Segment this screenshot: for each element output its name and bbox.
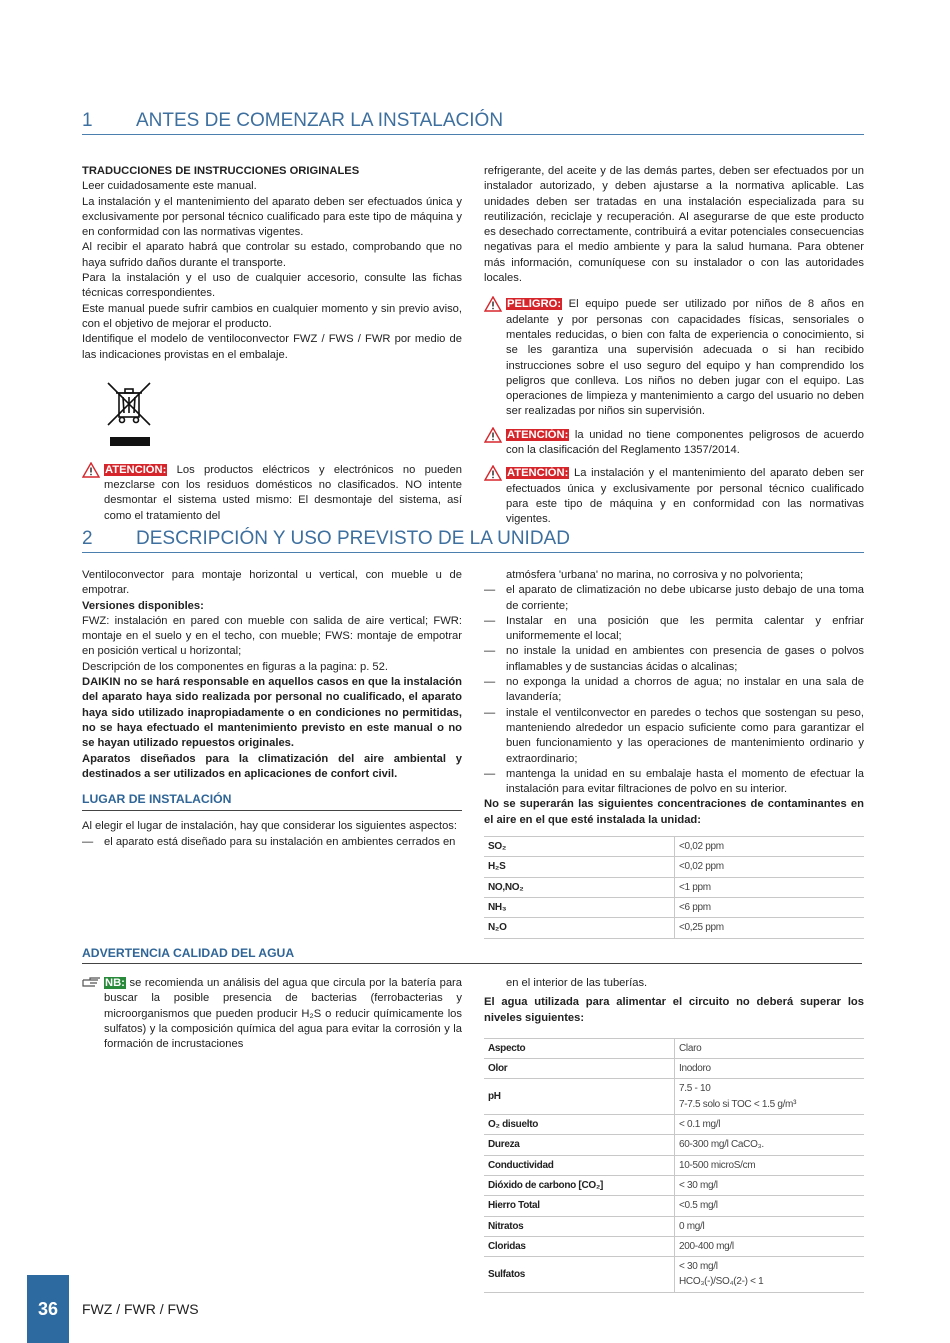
value-line: < 30 mg/l xyxy=(679,1179,718,1191)
table-row xyxy=(484,1196,864,1216)
table-row xyxy=(484,1079,864,1115)
table-row xyxy=(484,897,864,917)
row-value xyxy=(675,857,865,877)
value-line: <0,02 ppm xyxy=(679,841,724,853)
section-2-right-column xyxy=(484,568,864,939)
value-line: Inodoro xyxy=(679,1063,711,1075)
paragraph: FWZ: instalación en pared con mueble con salida de aire vertical; FWR: montaje en el suelo y en el techo, con mueble; FWS: montaje de empotrar en posición vertical u horizontal; xyxy=(82,614,462,658)
list-item-text: no instale la unidad en ambientes con presencia de gases o polvos inflamables y de sustancias ácidas o alcalinas; xyxy=(506,645,864,673)
warning-notice xyxy=(484,428,864,459)
row-value xyxy=(675,837,865,857)
list-item xyxy=(484,706,864,767)
section-title-text: DESCRIPCIÓN Y USO PREVISTO DE LA UNIDAD xyxy=(136,528,570,549)
row-key: Dureza xyxy=(484,1135,675,1155)
install-intro: Al elegir el lugar de instalación, hay que considerar los siguientes aspectos: xyxy=(82,820,457,833)
table-row xyxy=(484,837,864,857)
row-value xyxy=(675,1155,865,1175)
table-row xyxy=(484,1115,864,1135)
nb-text: se recomienda un análisis del agua que circula por la batería para buscar la posible presencia de bacterias (ferrobacterias y microorganismos que pueden producir H₂S o reducir químicamente los sulfatos) y la composición química del agua para evitar la corrosión y la formación de incrustaciones xyxy=(104,977,462,1051)
warning-notice xyxy=(484,466,864,527)
warning-tag: ATENCIÓN: xyxy=(507,467,569,480)
table-row xyxy=(484,1038,864,1058)
section-2-left-column xyxy=(82,568,462,850)
list-item xyxy=(484,767,864,798)
list-item-text: no exponga la unidad a chorros de agua; no instalar en una sala de lavandería; xyxy=(506,676,864,704)
list-item-text: el aparato está diseñado para su instalación en ambientes cerrados en xyxy=(104,835,456,848)
paragraph: Al recibir el aparato habrá que controlar su estado, comprobando que no haya sufrido daños durante el transporte. xyxy=(82,241,462,269)
dash-bullet: — xyxy=(484,767,496,780)
warning-tag: PELIGRO: xyxy=(507,298,562,311)
row-key: Hierro Total xyxy=(484,1196,675,1216)
row-value xyxy=(675,1135,865,1155)
table-row xyxy=(484,1257,864,1293)
page-number-box xyxy=(27,1275,69,1343)
warning-triangle-icon xyxy=(484,297,506,313)
row-value xyxy=(675,918,865,938)
table-row xyxy=(484,1175,864,1195)
warning-list xyxy=(484,297,864,527)
value-line: 60-300 mg/l CaCO₃. xyxy=(679,1139,764,1151)
paragraph: Identifique el modelo de ventiloconvector FWZ / FWS / FWR por medio de las indicaciones provistas en el embalaje. xyxy=(82,333,462,361)
water-right-column xyxy=(484,976,864,1293)
row-key: Nitratos xyxy=(484,1216,675,1236)
section-number: 1 xyxy=(82,110,93,131)
footer-model: FWZ / FWR / FWS xyxy=(82,1301,199,1317)
contaminants-table xyxy=(484,836,864,938)
row-key: N₂O xyxy=(484,918,675,938)
dash-bullet: — xyxy=(484,706,496,719)
description-paragraphs xyxy=(82,568,462,782)
row-value xyxy=(675,1257,865,1293)
row-key: H₂S xyxy=(484,857,675,877)
paragraph: Para la instalación y el uso de cualquier accesorio, consulte las fichas técnicas correspondientes. xyxy=(82,272,462,300)
value-line: < 30 mg/l xyxy=(679,1261,718,1273)
paragraph: Aparatos diseñados para la climatización del aire ambiental y destinados a ser utilizados en aplicaciones de confort civil. xyxy=(82,752,462,780)
table-row xyxy=(484,1135,864,1155)
list-item xyxy=(82,835,462,850)
value-line: <6 ppm xyxy=(679,901,711,913)
warning-triangle-icon xyxy=(82,463,104,479)
install-dash-list-continued xyxy=(484,583,864,797)
row-value xyxy=(675,1175,865,1195)
crossed-out-bin-icon xyxy=(104,438,154,450)
paragraph: Este manual puede sufrir cambios en cualquier momento y sin previo aviso, con el objetivo de mejorar el producto. xyxy=(82,302,462,330)
value-line-2: 7-7.5 solo si TOC < 1.5 g/m³ xyxy=(679,1098,797,1110)
paragraph: Leer cuidadosamente este manual. xyxy=(82,180,257,193)
row-key: O₂ disuelto xyxy=(484,1115,675,1135)
warning-body xyxy=(506,466,864,527)
dash-bullet: — xyxy=(484,676,496,689)
nb-note xyxy=(82,976,462,1052)
install-dash-list xyxy=(82,835,462,850)
list-item-text: mantenga la unidad en su embalaje hasta el momento de efectuar la instalación para evitar filtraciones de polvo en su interior. xyxy=(506,767,864,796)
paragraph: Versiones disponibles: xyxy=(82,599,204,612)
value-line: <0,02 ppm xyxy=(679,861,724,873)
list-item-text: el aparato de climatización no debe ubicarse justo debajo de una toma de corriente; xyxy=(506,584,864,612)
row-value xyxy=(675,1059,865,1079)
row-key: SO₂ xyxy=(484,837,675,857)
warning-body xyxy=(506,428,864,459)
dash-bullet: — xyxy=(484,584,496,597)
table-row xyxy=(484,877,864,897)
table-row xyxy=(484,1059,864,1079)
table-row xyxy=(484,857,864,877)
value-line: <1 ppm xyxy=(679,881,711,893)
row-value xyxy=(675,1079,865,1115)
row-value xyxy=(675,1038,865,1058)
table-row xyxy=(484,1155,864,1175)
table-row xyxy=(484,1236,864,1256)
atencion-tag: ATENCIÓN: xyxy=(105,463,167,476)
table-row xyxy=(484,1216,864,1236)
value-line: 10-500 microS/cm xyxy=(679,1159,756,1171)
row-value xyxy=(675,1115,865,1135)
row-key: Aspecto xyxy=(484,1038,675,1058)
row-key: Dióxido de carbono [CO₂] xyxy=(484,1175,675,1195)
row-value xyxy=(675,1216,865,1236)
row-key: NO,NO₂ xyxy=(484,877,675,897)
section-2-title xyxy=(82,528,864,553)
paragraph: TRADUCCIONES DE INSTRUCCIONES ORIGINALES xyxy=(82,165,360,177)
list-item-text: instale el ventilconvector en paredes o techos que sostengan su peso, manteniendo alrededor un espacio suficiente como para garantizar el buen funcionamiento y las operaciones de mantenimiento ordinario y extraordinario; xyxy=(506,706,864,765)
list-item xyxy=(484,583,864,614)
page-number: 36 xyxy=(37,1299,59,1319)
water-quality-heading: ADVERTENCIA CALIDAD DEL AGUA xyxy=(82,946,862,964)
warning-text: La instalación y el mantenimiento del aparato deben ser efectuados única y exclusivamente por personal técnico cualificado para este tipo de máquina y en conformidad con las normativas vigentes. xyxy=(506,467,864,526)
row-value xyxy=(675,1196,865,1216)
section-number: 2 xyxy=(82,528,93,549)
row-key: Cloridas xyxy=(484,1236,675,1256)
section-1-title xyxy=(82,110,864,135)
paragraph: DAIKIN no se hará responsable en aquellos casos en que la instalación del aparato haya sido realizada por personal no cualificado, el aparato haya sido utilizado inapropiadamente o en condiciones no permitidas, no se haya efectuado el mantenimiento previsto en este manual o no se hayan utilizado repuestos originales. xyxy=(82,676,462,750)
section-1-right-column xyxy=(484,164,864,528)
warning-triangle-icon xyxy=(484,466,506,482)
disposal-paragraph: refrigerante, del aceite y de las demás partes, deben ser efectuados por un instalador autorizado, y deben ajustarse a la normativa aplicable. Las unidades deben ser tratadas en una instalación especializada para su reutilización, reciclaje y recuperación. Al asegurarse de que este producto es desechado correctamente, contribuirá a evitar potenciales consecuencias negativas para el medio ambiente y para la salud humana. Para obtener más información, comuníquese con su instalador o con las autoridades locales. xyxy=(484,165,864,285)
value-line: <0.5 mg/l xyxy=(679,1200,718,1212)
row-value xyxy=(675,877,865,897)
water-left-column xyxy=(82,976,462,1052)
weee-symbol xyxy=(104,381,154,447)
value-line: 200-400 mg/l xyxy=(679,1240,734,1252)
table-row xyxy=(484,918,864,938)
warning-text: Los productos eléctricos y electrónicos no pueden mezclarse con los residuos domésticos no clasificados. NO intente desmontar el sistema usted mismo: El desmontaje del sistema, así como el tratamiento del xyxy=(104,463,462,522)
value-line: <0,25 ppm xyxy=(679,922,724,934)
row-key: pH xyxy=(484,1079,675,1115)
contaminants-heading: No se superarán las siguientes concentraciones de contaminantes en el aire en el que esté instalada la unidad: xyxy=(484,798,864,826)
paragraph: La instalación y el mantenimiento del aparato deben ser efectuados única y exclusivamente por personal técnico cualificado para este tipo de máquina y en conformidad con las normativas vigentes. xyxy=(82,195,462,239)
value-line: 0 mg/l xyxy=(679,1220,705,1232)
list-item xyxy=(484,644,864,675)
value-line: 7.5 - 10 xyxy=(679,1083,711,1095)
row-value xyxy=(675,897,865,917)
list-item xyxy=(484,675,864,706)
value-line-2: HCO₃(-)/SO₄(2-) < 1 xyxy=(679,1276,764,1288)
warning-notice xyxy=(484,297,864,419)
warning-text: la unidad no tiene componentes peligrosos de acuerdo con la clasificación del Reglamento 1357/2014. xyxy=(506,428,864,457)
warning-text: El equipo puede ser utilizado por niños de 8 años en adelante y por personas con capacidades físicas, sensoriales o mentales reducidas, o bien con falta de experiencia o conocimiento, si se les garantiza una supervisión adecuada o si han recibido instrucciones sobre el uso seguro del equipo y han comprendido los peligros que conlleva. Los niños no deben jugar con el equipo. Las operaciones de limpieza y mantenimiento a cargo del usuario no deben ser realizadas por niños sin supervisión. xyxy=(506,298,864,418)
install-continuation: atmósfera 'urbana' no marina, no corrosiva y no polvorienta; xyxy=(506,569,804,581)
warning-body xyxy=(506,297,864,419)
list-item xyxy=(484,614,864,645)
warning-notice xyxy=(82,463,462,524)
dash-bullet: — xyxy=(484,645,496,658)
nb-tag: NB: xyxy=(105,977,125,989)
row-key: Olor xyxy=(484,1059,675,1079)
install-location-heading: LUGAR DE INSTALACIÓN xyxy=(82,792,462,811)
dash-bullet: — xyxy=(484,614,496,627)
row-value xyxy=(675,1236,865,1256)
list-item-text: Instalar en una posición que les permita calentar y enfriar uniformemente el local; xyxy=(506,614,864,643)
paragraph: Descripción de los componentes en figuras a la pagina: p. 52. xyxy=(82,660,388,673)
value-line: Claro xyxy=(679,1042,702,1054)
warning-tag: ATENCIÓN: xyxy=(507,428,569,441)
row-key: Conductividad xyxy=(484,1155,675,1175)
intro-paragraphs xyxy=(82,164,462,363)
value-line: < 0.1 mg/l xyxy=(679,1119,721,1131)
row-key: Sulfatos xyxy=(484,1257,675,1293)
section-1-left-column xyxy=(82,164,462,524)
water-levels-table xyxy=(484,1038,864,1293)
warning-triangle-icon xyxy=(484,428,506,444)
dash-bullet: — xyxy=(82,835,94,848)
paragraph: Ventiloconvector para montaje horizontal u vertical, con mueble u de empotrar. xyxy=(82,569,462,597)
pointing-hand-icon xyxy=(82,976,104,992)
levels-heading: El agua utilizada para alimentar el circuito no deberá superar los niveles siguientes: xyxy=(484,996,864,1024)
water-continuation: en el interior de las tuberías. xyxy=(506,977,648,989)
section-title-text: ANTES DE COMENZAR LA INSTALACIÓN xyxy=(136,110,504,131)
row-key: NH₃ xyxy=(484,897,675,917)
